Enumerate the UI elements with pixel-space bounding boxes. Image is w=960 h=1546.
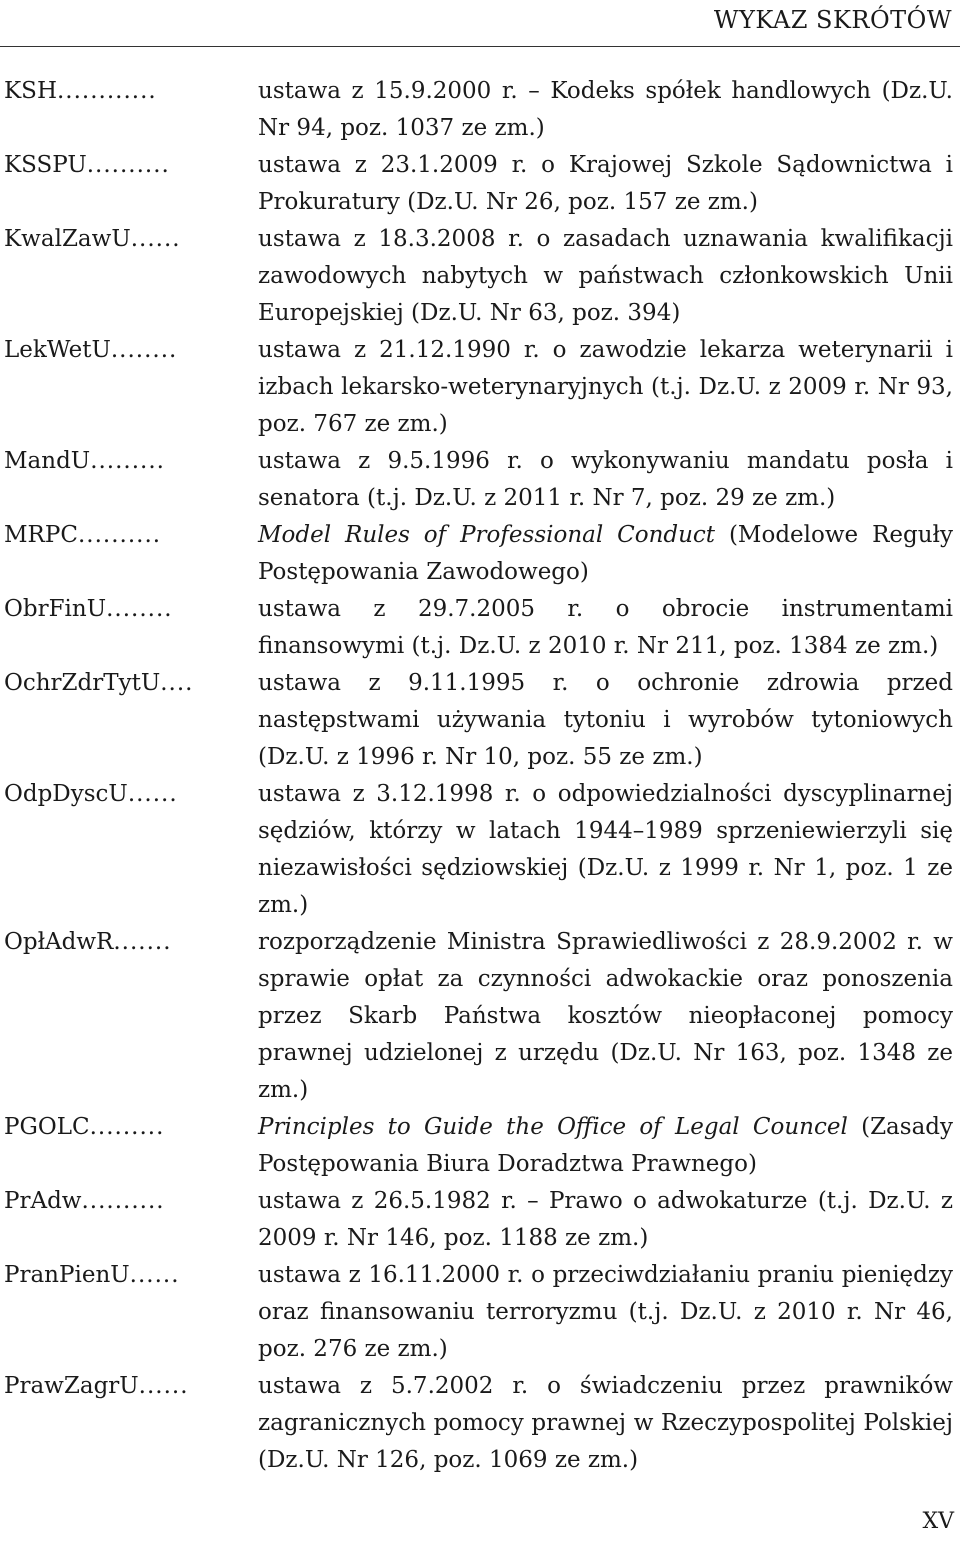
dot-leader: ......... xyxy=(90,448,165,474)
dot-leader: ...... xyxy=(127,781,178,807)
dot-leader: ...... xyxy=(130,226,181,252)
abbreviation-term xyxy=(0,924,258,961)
abbreviation-term xyxy=(0,1257,258,1294)
abbreviation-label: PranPienU xyxy=(4,1262,130,1288)
abbreviation-definition xyxy=(258,73,953,147)
dot-leader: ............ xyxy=(57,78,157,104)
running-header xyxy=(0,0,960,47)
dot-leader: ........ xyxy=(106,596,173,622)
abbreviation-definition xyxy=(258,1109,953,1183)
abbreviation-term xyxy=(0,332,258,369)
dot-leader: ...... xyxy=(129,1262,180,1288)
abbreviation-term xyxy=(0,443,258,480)
abbreviation-definition xyxy=(258,443,953,517)
dot-leader: ......... xyxy=(89,1114,165,1140)
abbreviation-term xyxy=(0,1368,258,1405)
abbreviation-label: ObrFinU xyxy=(4,596,107,622)
abbreviation-label: LekWetU xyxy=(4,337,111,363)
abbreviation-label: PGOLC xyxy=(4,1114,90,1140)
abbreviation-definition xyxy=(258,591,953,665)
abbreviation-definition xyxy=(258,147,953,221)
abbreviation-list xyxy=(0,73,960,1479)
definition-text: ustawa z 26.5.1982 r. – Prawo o adwokaturze (t.j. Dz.U. z 2009 r. Nr 146, poz. 1188 ze zm.) xyxy=(258,1188,953,1251)
dot-leader: ....... xyxy=(113,929,172,955)
abbreviation-term xyxy=(0,517,258,554)
abbreviation-definition xyxy=(258,332,953,443)
abbreviation-term xyxy=(0,776,258,813)
abbreviation-label: PrAdw xyxy=(4,1188,82,1214)
abbreviation-label: PrawZagrU xyxy=(4,1373,139,1399)
abbreviation-definition xyxy=(258,776,953,924)
abbreviation-term xyxy=(0,147,258,184)
abbreviation-definition xyxy=(258,665,953,776)
abbreviation-definition xyxy=(258,1368,953,1479)
list-item xyxy=(0,591,960,665)
dot-leader: .......... xyxy=(77,522,162,548)
definition-italic-title: Model Rules of Professional Conduct xyxy=(258,522,716,548)
abbreviation-term xyxy=(0,73,258,110)
definition-text: ustawa z 16.11.2000 r. o przeciwdziałaniu praniu pieniędzy oraz finansowaniu terroryzmu (t.j. Dz.U. z 2010 r. Nr 46, poz. 276 ze zm.) xyxy=(258,1262,953,1362)
list-item xyxy=(0,924,960,1109)
definition-text: ustawa z 5.7.2002 r. o świadczeniu przez prawników zagranicznych pomocy prawnej w Rzeczypospolitej Polskiej (Dz.U. Nr 126, poz. 1069 ze zm.) xyxy=(258,1373,953,1473)
definition-text: ustawa z 9.5.1996 r. o wykonywaniu mandatu posła i senatora (t.j. Dz.U. z 2011 r. Nr 7, poz. 29 ze zm.) xyxy=(258,448,953,511)
list-item xyxy=(0,1368,960,1479)
list-item xyxy=(0,776,960,924)
definition-text: ustawa z 23.1.2009 r. o Krajowej Szkole Sądownictwa i Prokuratury (Dz.U. Nr 26, poz. 157 ze zm.) xyxy=(258,152,953,215)
abbreviation-term xyxy=(0,221,258,258)
definition-text: ustawa z 9.11.1995 r. o ochronie zdrowia przed następstwami używania tytoniu i wyrobów tytoniowych (Dz.U. z 1996 r. Nr 10, poz. 55 ze zm.) xyxy=(258,670,953,770)
abbreviation-label: KSSPU xyxy=(4,152,87,178)
list-item xyxy=(0,443,960,517)
definition-text: ustawa z 3.12.1998 r. o odpowiedzialności dyscyplinarnej sędziów, którzy w latach 1944–1989 sprzeniewierzyli się niezawisłości sędziowskiej (Dz.U. z 1999 r. Nr 1, poz. 1 ze zm.) xyxy=(258,781,953,918)
list-item xyxy=(0,221,960,332)
abbreviation-definition xyxy=(258,221,953,332)
list-item xyxy=(0,332,960,443)
dot-leader: .......... xyxy=(81,1188,165,1214)
list-item xyxy=(0,1109,960,1183)
page-number: XV xyxy=(922,1509,954,1534)
abbreviation-label: OchrZdrTytU xyxy=(4,670,161,696)
abbreviation-term xyxy=(0,591,258,628)
definition-text: ustawa z 15.9.2000 r. – Kodeks spółek handlowych (Dz.U. Nr 94, poz. 1037 ze zm.) xyxy=(258,78,953,141)
abbreviation-label: KSH xyxy=(4,78,57,104)
definition-text: ustawa z 29.7.2005 r. o obrocie instrumentami finansowymi (t.j. Dz.U. z 2010 r. Nr 211, poz. 1384 ze zm.) xyxy=(258,596,953,659)
dot-leader: .......... xyxy=(86,152,170,178)
definition-text: rozporządzenie Ministra Sprawiedliwości z 28.9.2002 r. w sprawie opłat za czynności adwokackie oraz ponoszenia przez Skarb Państwa kosztów nieopłaconej pomocy prawnej udzielonej z urzędu (Dz.U. Nr 163, poz. 1348 ze zm.) xyxy=(258,929,953,1103)
list-item xyxy=(0,1257,960,1368)
dot-leader: .... xyxy=(160,670,194,696)
abbreviation-definition xyxy=(258,517,953,591)
definition-text: (Zasady Postępowania Biura Doradztwa Prawnego) xyxy=(258,1114,953,1177)
abbreviation-label: OpłAdwR xyxy=(4,929,114,955)
definition-text: ustawa z 18.3.2008 r. o zasadach uznawania kwalifikacji zawodowych nabytych w państwach członkowskich Unii Europejskiej (Dz.U. Nr 63, poz. 394) xyxy=(258,226,953,326)
abbreviation-label: MRPC xyxy=(4,522,78,548)
definition-italic-title: Principles to Guide the Office of Legal Councel xyxy=(258,1114,848,1140)
abbreviation-label: MandU xyxy=(4,448,91,474)
definition-text: ustawa z 21.12.1990 r. o zawodzie lekarza weterynarii i izbach lekarsko-weterynaryjnych (t.j. Dz.U. z 2009 r. Nr 93, poz. 767 ze zm.) xyxy=(258,337,953,437)
abbreviation-definition xyxy=(258,924,953,1109)
header-title: WYKAZ SKRÓTÓW xyxy=(713,6,952,34)
abbreviation-term xyxy=(0,665,258,702)
abbreviation-label: KwalZawU xyxy=(4,226,131,252)
list-item xyxy=(0,665,960,776)
list-item xyxy=(0,517,960,591)
list-item xyxy=(0,147,960,221)
abbreviation-label: OdpDyscU xyxy=(4,781,128,807)
abbreviation-term xyxy=(0,1109,258,1146)
dot-leader: ...... xyxy=(138,1373,189,1399)
abbreviation-definition xyxy=(258,1183,953,1257)
list-item xyxy=(0,73,960,147)
abbreviation-definition xyxy=(258,1257,953,1368)
list-item xyxy=(0,1183,960,1257)
abbreviation-term xyxy=(0,1183,258,1220)
dot-leader: ........ xyxy=(110,337,178,363)
definition-text: (Modelowe Reguły Postępowania Zawodowego) xyxy=(258,522,953,585)
